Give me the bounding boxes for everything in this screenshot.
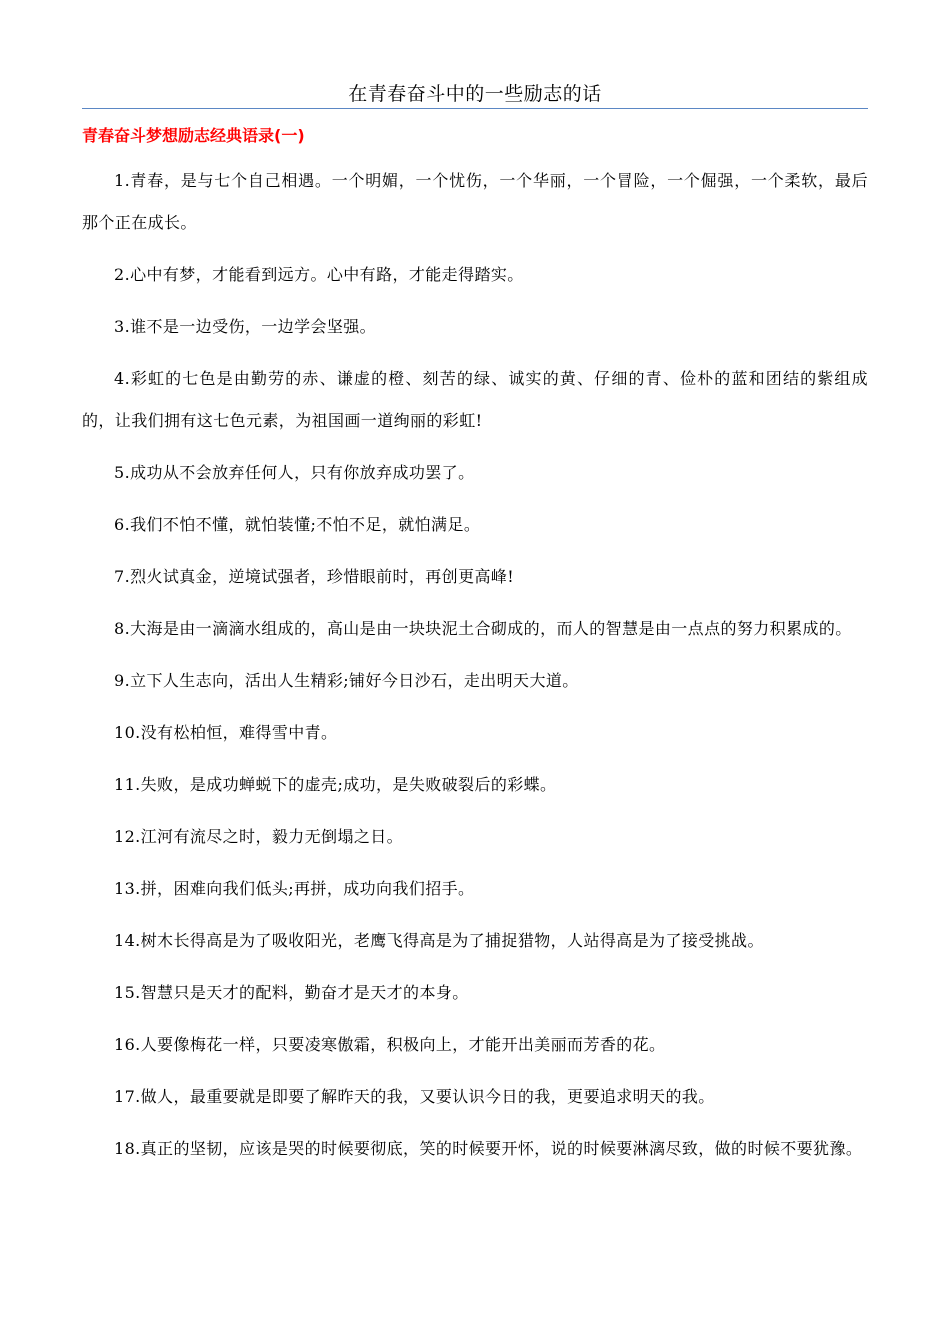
quote-item: 11.失败，是成功蝉蜕下的虚壳;成功，是失败破裂后的彩蝶。	[114, 775, 557, 794]
quote-item: 4.彩虹的七色是由勤劳的赤、谦虚的橙、刻苦的绿、诚实的黄、仔细的青、俭朴的蓝和团结的紫组成的，让我们拥有这七色元素，为祖国画一道绚丽的彩虹!	[82, 369, 868, 430]
quote-item: 15.智慧只是天才的配料，勤奋才是天才的本身。	[114, 983, 469, 1002]
document-title: 在青春奋斗中的一些励志的话	[348, 83, 602, 105]
quote-item: 9.立下人生志向，活出人生精彩;铺好今日沙石，走出明天大道。	[114, 671, 579, 690]
quote-item: 10.没有松柏恒，难得雪中青。	[114, 723, 338, 742]
quote-item: 1.青春，是与七个自己相遇。一个明媚，一个忧伤，一个华丽，一个冒险，一个倔强，一个柔软，最后那个正在成长。	[82, 171, 868, 232]
quote-item: 12.江河有流尽之时，毅力无倒塌之日。	[114, 827, 404, 846]
quote-item: 8.大海是由一滴滴水组成的，高山是由一块块泥土合砌成的，而人的智慧是由一点点的努力积累成的。	[114, 619, 852, 638]
quote-item: 7.烈火试真金，逆境试强者，珍惜眼前时，再创更高峰!	[114, 567, 515, 586]
quote-item: 18.真正的坚韧，应该是哭的时候要彻底，笑的时候要开怀，说的时候要淋漓尽致，做的时候不要犹豫。	[114, 1139, 863, 1158]
title-underline	[82, 108, 868, 109]
quote-item: 13.拼，困难向我们低头;再拼，成功向我们招手。	[114, 879, 475, 898]
quote-item: 3.谁不是一边受伤，一边学会坚强。	[114, 317, 377, 336]
quote-list	[82, 160, 868, 1180]
quote-item: 17.做人，最重要就是即要了解昨天的我，又要认识今日的我，更要追求明天的我。	[114, 1087, 715, 1106]
quote-item: 16.人要像梅花一样，只要凌寒傲霜，积极向上，才能开出美丽而芳香的花。	[114, 1035, 666, 1054]
quote-item: 14.树木长得高是为了吸收阳光，老鹰飞得高是为了捕捉猎物，人站得高是为了接受挑战。	[114, 931, 764, 950]
quote-item: 5.成功从不会放弃任何人，只有你放弃成功罢了。	[114, 463, 475, 482]
section-heading: 青春奋斗梦想励志经典语录(一)	[82, 126, 305, 145]
quote-item: 2.心中有梦，才能看到远方。心中有路，才能走得踏实。	[114, 265, 524, 284]
quote-item: 6.我们不怕不懂，就怕装懂;不怕不足，就怕满足。	[114, 515, 481, 534]
